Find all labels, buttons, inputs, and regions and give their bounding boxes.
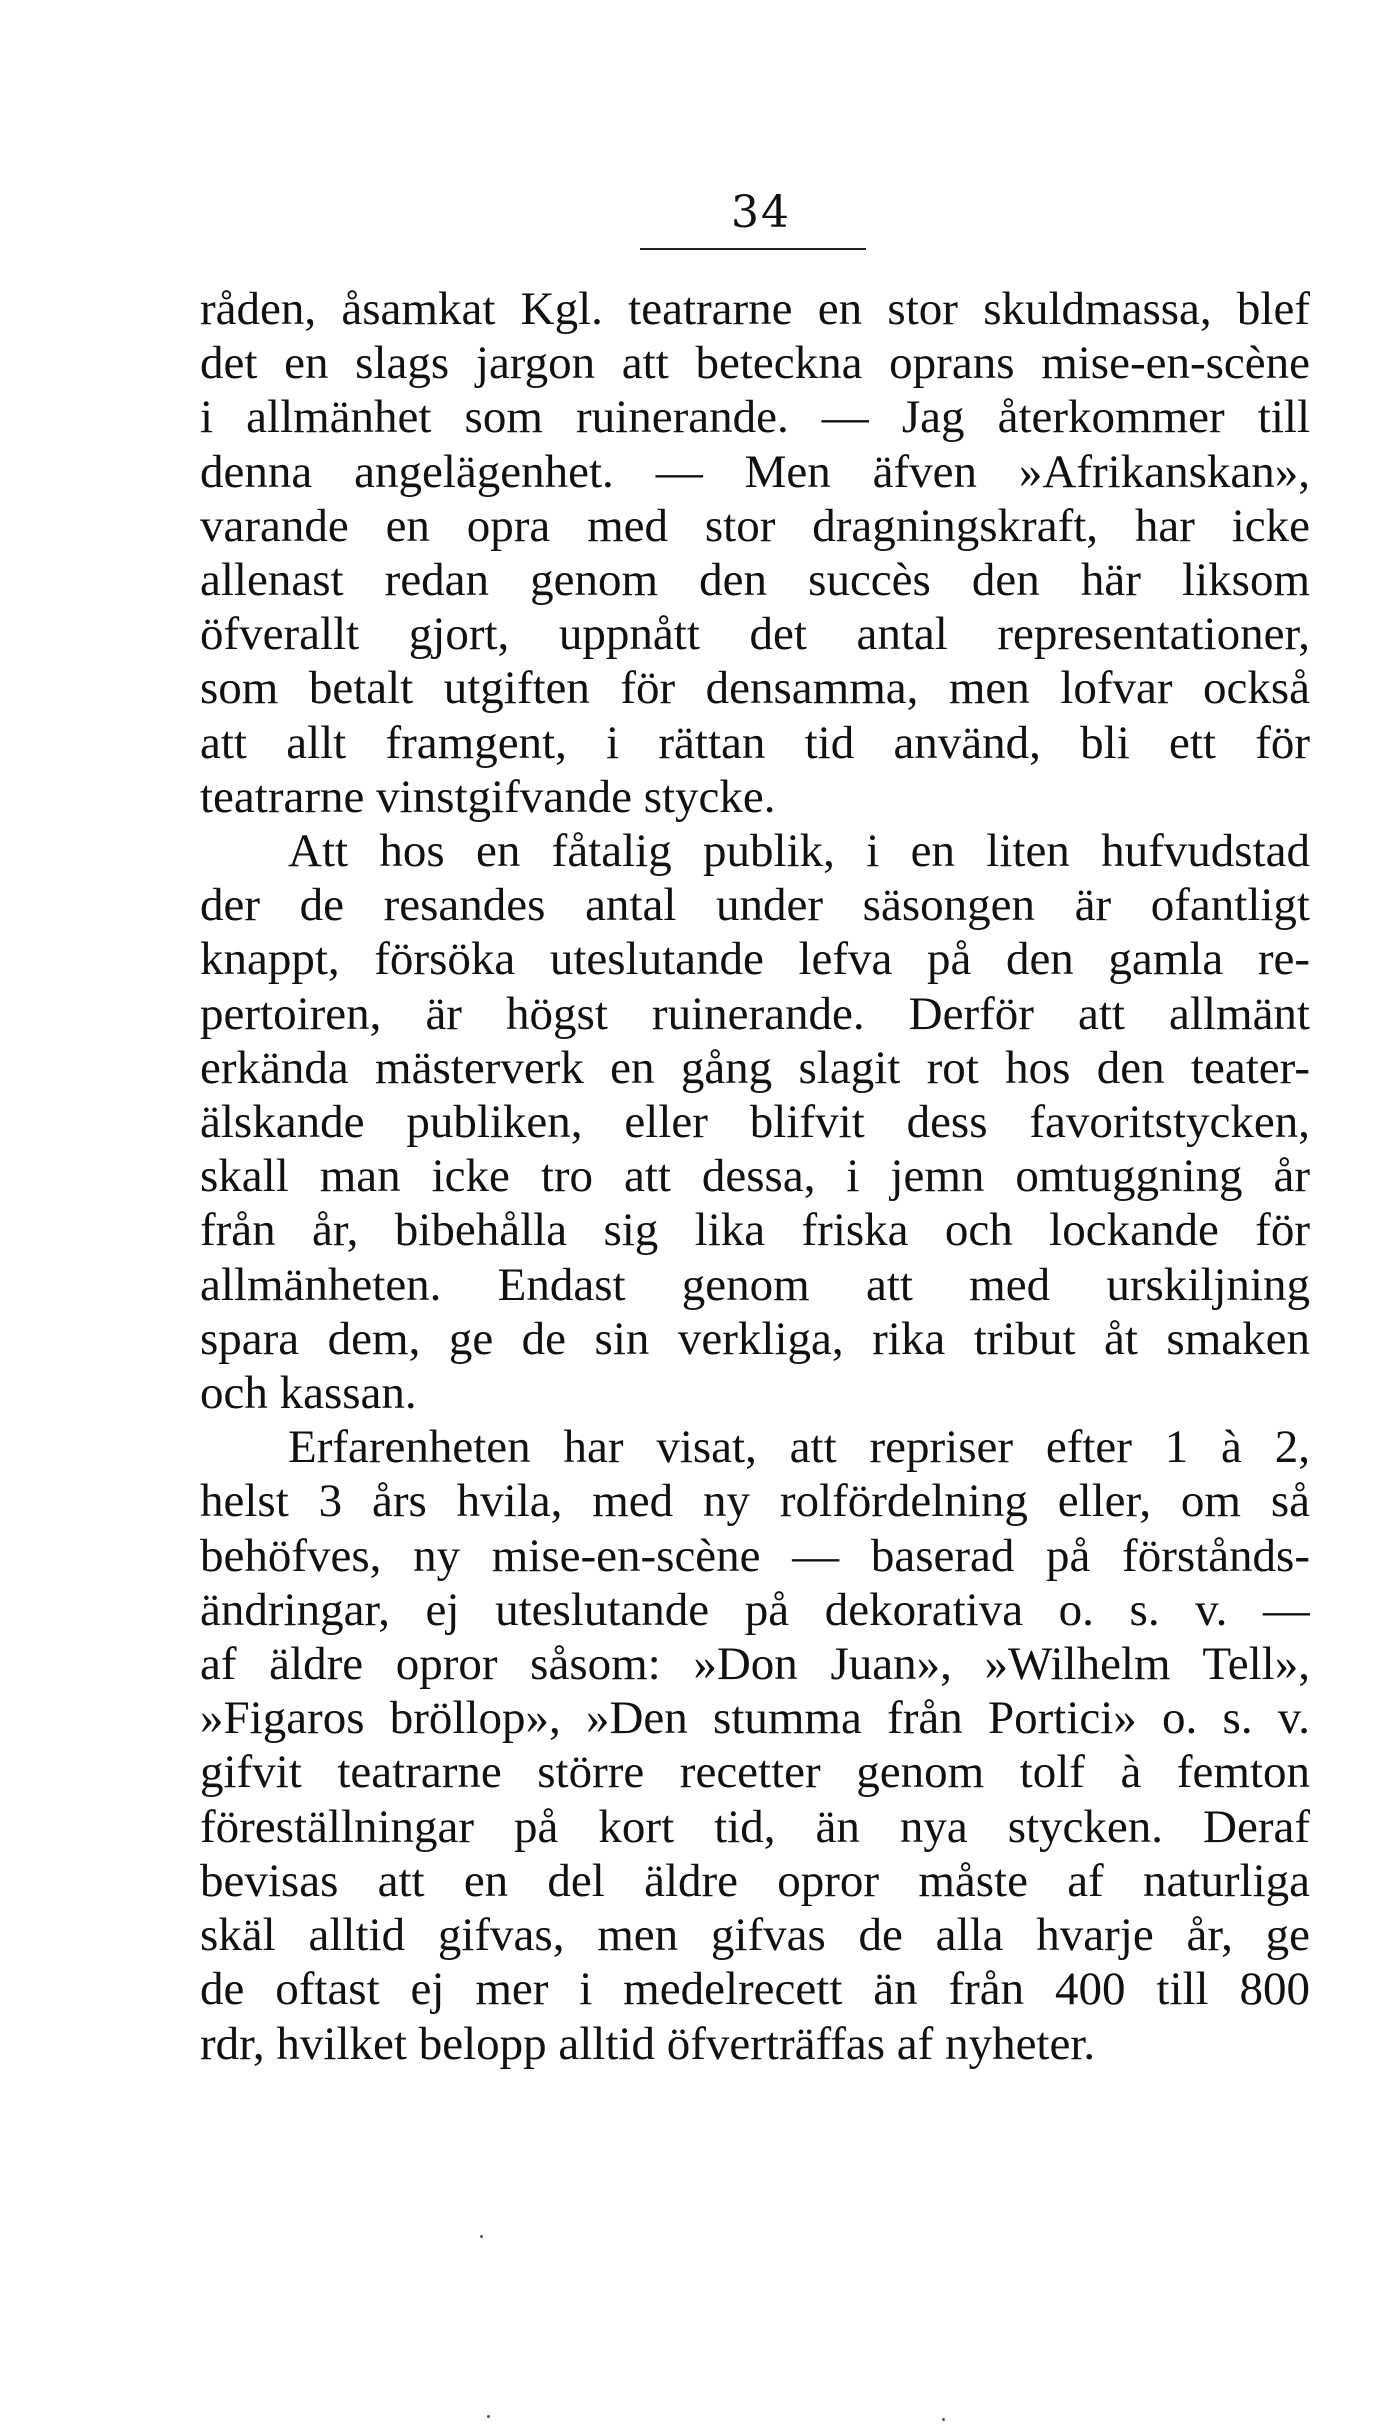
paragraph-2: [200, 824, 1310, 1420]
text-line: i allmänhet som ruinerande. — Jag återkommer till: [200, 391, 1310, 444]
paper-speck: [487, 2415, 490, 2418]
text-line: ändringar, ej uteslutande på dekorativa o. s. v. —: [200, 1583, 1310, 1636]
text-line: skall man icke tro att dessa, i jemn omtuggning år: [200, 1150, 1310, 1203]
text-line: som betalt utgiften för densamma, men lofvar också: [200, 662, 1310, 715]
text-line: från år, bibehålla sig lika friska och lockande för: [200, 1204, 1310, 1257]
text-line: Att hos en fåtalig publik, i en liten hufvudstad: [288, 825, 1310, 878]
text-line: älskande publiken, eller blifvit dess favoritstycken,: [200, 1096, 1310, 1149]
text-line: gifvit teatrarne större recetter genom tolf à femton: [200, 1746, 1310, 1799]
text-line: spara dem, ge de sin verkliga, rika tribut åt smaken: [200, 1312, 1310, 1365]
text-line: att allt framgent, i rättan tid använd, bli ett för: [200, 716, 1310, 769]
body-text: [200, 282, 1310, 2071]
page-number: 34: [731, 187, 791, 238]
text-line: af äldre opror såsom: »Don Juan», »Wilhelm Tell»,: [200, 1638, 1310, 1691]
text-line: råden, åsamkat Kgl. teatrarne en stor skuldmassa, blef: [200, 283, 1310, 335]
paragraph-1: [200, 282, 1310, 824]
text-line: behöfves, ny mise-en-scène — baserad på förstånds-: [200, 1529, 1310, 1582]
text-line: varande en opra med stor dragningskraft, har icke: [200, 499, 1310, 552]
paper-speck: [480, 2235, 483, 2238]
header-rule: [640, 248, 866, 250]
text-line: knappt, försöka uteslutande lefva på den gamla re-: [200, 933, 1310, 986]
text-line: det en slags jargon att beteckna oprans mise-en-scène: [200, 337, 1310, 390]
text-line: »Figaros bröllop», »Den stumma från Portici» o. s. v.: [200, 1692, 1310, 1745]
text-line: teatrarne vinstgifvande stycke.: [200, 770, 776, 823]
text-line: erkända mästerverk en gång slagit rot hos den teater-: [200, 1041, 1310, 1094]
text-line: de oftast ej mer i medelrecett än från 400 till 800: [200, 1963, 1310, 2016]
paragraph-3: [200, 1420, 1310, 2070]
paper-speck: [942, 2418, 945, 2421]
text-line: öfverallt gjort, uppnått det antal representationer,: [200, 608, 1310, 661]
text-line: skäl alltid gifvas, men gifvas de alla hvarje år, ge: [200, 1909, 1310, 1962]
text-line: pertoiren, är högst ruinerande. Derför att allmänt: [200, 987, 1310, 1040]
text-line: allenast redan genom den succès den här liksom: [200, 554, 1310, 607]
text-line: allmänheten. Endast genom att med urskiljning: [200, 1258, 1310, 1311]
text-line: föreställningar på kort tid, än nya stycken. Deraf: [200, 1800, 1310, 1853]
text-line: bevisas att en del äldre opror måste af naturliga: [200, 1854, 1310, 1907]
text-line: Erfarenheten har visat, att repriser efter 1 à 2,: [288, 1421, 1310, 1474]
text-line: denna angelägenhet. — Men äfven »Afrikanskan»,: [200, 445, 1310, 498]
text-line: helst 3 års hvila, med ny rolfördelning eller, om så: [200, 1475, 1310, 1528]
text-line: der de resandes antal under säsongen är ofantligt: [200, 879, 1310, 932]
text-line: rdr, hvilket belopp alltid öfverträffas af nyheter.: [200, 2017, 1096, 2070]
text-line: och kassan.: [200, 1367, 417, 1420]
